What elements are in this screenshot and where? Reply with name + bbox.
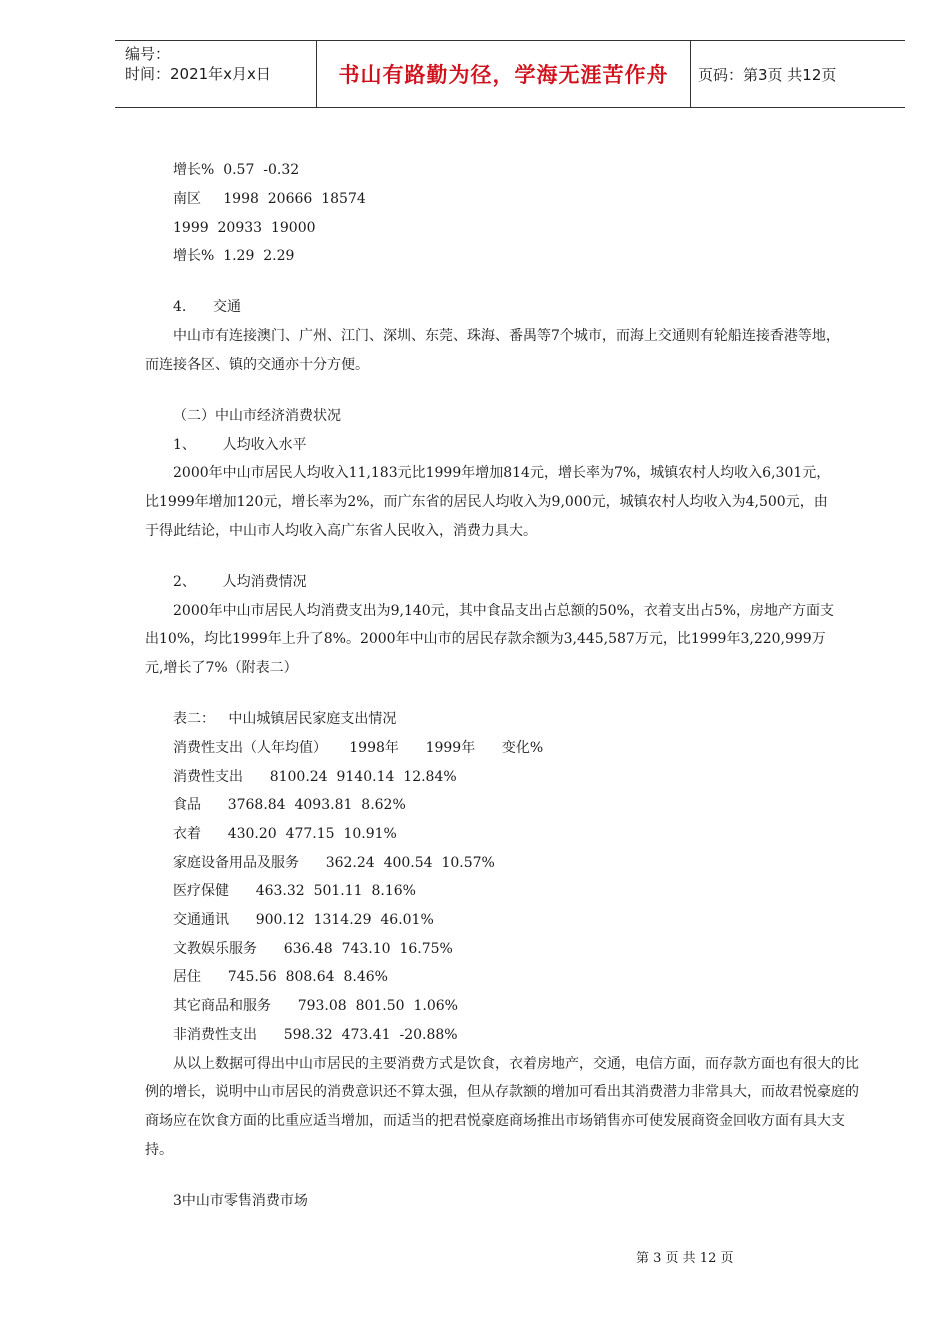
paragraph-line: 于得此结论，中山市人均收入高广东省人民收入，消费力具大。 (145, 523, 537, 539)
paragraph-line: 持。 (145, 1142, 173, 1158)
header-meta (115, 41, 315, 107)
paragraph-line: 从以上数据可得出中山市居民的主要消费方式是饮食，衣着房地产，交通，电信方面，而存款方面也有很大的比 (173, 1056, 859, 1072)
table-row: 交通通讯 900.12 1314.29 46.01% (173, 912, 434, 928)
time-label: 时间：2021年x月x日 (125, 65, 271, 83)
paragraph-line: 中山市有连接澳门、广州、江门、深圳、东莞、珠海、番禺等7个城市，而海上交通则有轮船连接香港等地， (173, 328, 840, 344)
paragraph-line: 2000年中山市居民人均收入11,183元比1999年增加814元，增长率为7%，城镇农村人均收入6,301元， (173, 465, 831, 481)
paragraph-line: 出10%，均比1999年上升了8%。2000年中山市的居民存款余额为3,445,587万元，比1999年3,220,999万 (145, 631, 826, 647)
section-heading: 2、 人均消费情况 (173, 574, 307, 590)
header-page-cell (690, 41, 905, 107)
paragraph-line: 例的增长，说明中山市居民的消费意识还不算太强，但从存款额的增加可看出其消费潜力非常具大，而故君悦豪庭的 (145, 1084, 859, 1100)
section-heading: 1、 人均收入水平 (173, 437, 307, 453)
page-header (115, 40, 905, 108)
table-caption: 表二： 中山城镇居民家庭支出情况 (173, 711, 397, 727)
paragraph-line: 元,增长了7%（附表二） (145, 660, 298, 676)
table-row: 居住 745.56 808.64 8.46% (173, 969, 388, 985)
page-footer: 第 3 页 共 12 页 (636, 1251, 734, 1266)
paragraph-line: 而连接各区、镇的交通亦十分方便。 (145, 357, 369, 373)
section-heading: （二）中山市经济消费状况 (173, 408, 341, 424)
table-row: 家庭设备用品及服务 362.24 400.54 10.57% (173, 855, 495, 871)
section-heading: 4. 交通 (173, 299, 242, 315)
table-row: 食品 3768.84 4093.81 8.62% (173, 797, 406, 813)
text-line: 南区 1998 20666 18574 (173, 191, 366, 207)
section-heading: 3中山市零售消费市场 (173, 1193, 308, 1209)
table-row: 医疗保健 463.32 501.11 8.16% (173, 883, 416, 899)
table-header-row: 消费性支出（人年均值） 1998年 1999年 变化% (173, 740, 544, 756)
header-motto-cell (316, 41, 691, 107)
text-line: 增长% 0.57 -0.32 (173, 162, 300, 178)
table-row: 文教娱乐服务 636.48 743.10 16.75% (173, 941, 453, 957)
table-row: 衣着 430.20 477.15 10.91% (173, 826, 397, 842)
paragraph-line: 2000年中山市居民人均消费支出为9,140元，其中食品支出占总额的50%，衣着支出占5%，房地产方面支 (173, 603, 835, 619)
page-label: 页码：第3页 共12页 (698, 65, 837, 84)
table-row: 非消费性支出 598.32 473.41 -20.88% (173, 1027, 458, 1043)
paragraph-line: 比1999年增加120元，增长率为2%，而广东省的居民人均收入为9,000元，城镇农村人均收入为4,500元，由 (145, 494, 828, 510)
paragraph-line: 商场应在饮食方面的比重应适当增加，而适当的把君悦豪庭商场推出市场销售亦可使发展商资金回收方面有具大支 (145, 1113, 845, 1129)
number-label: 编号： (125, 45, 171, 63)
text-line: 1999 20933 19000 (173, 220, 316, 236)
table-row: 消费性支出 8100.24 9140.14 12.84% (173, 769, 457, 785)
table-row: 其它商品和服务 793.08 801.50 1.06% (173, 998, 458, 1014)
text-line: 增长% 1.29 2.29 (173, 248, 295, 264)
motto-text: 书山有路勤为径，学海无涯苦作舟 (338, 63, 669, 87)
